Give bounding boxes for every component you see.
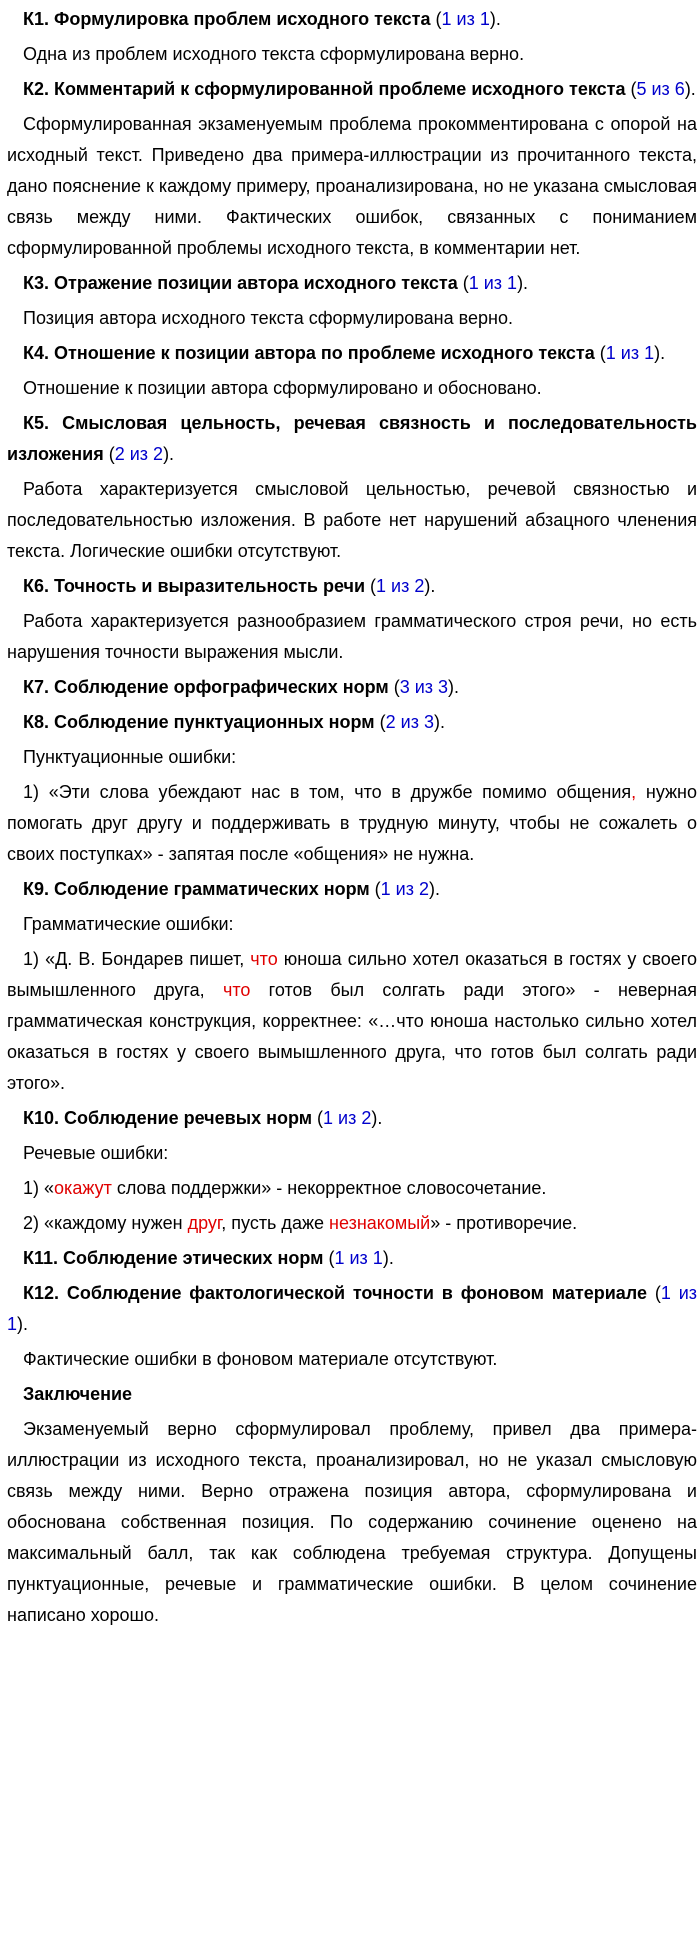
criterion-score: 5 из 6 xyxy=(636,79,685,99)
criterion-k4-comment: Отношение к позиции автора сформулировано и обосновано. xyxy=(23,378,542,398)
criterion-score: 1 из 1 xyxy=(441,9,490,29)
criterion-k12-heading: К12. Соблюдение фактологической точности в фоновом материале (1 из 1). xyxy=(7,1283,697,1334)
criterion-score: 3 из 3 xyxy=(399,677,449,697)
criterion-k6-comment: Работа характеризуется разнообразием грамматического строя речи, но есть нарушения точности выражения мысли. xyxy=(7,611,697,662)
criterion-score: 1 из 1 xyxy=(334,1248,383,1268)
criterion-k4-heading: К4. Отношение к позиции автора по проблеме исходного текста (1 из 1). xyxy=(23,343,666,363)
criterion-k2-heading: К2. Комментарий к сформулированной проблеме исходного текста (5 из 6). xyxy=(23,79,696,99)
conclusion-heading xyxy=(7,1379,697,1410)
criterion-title: К7. Соблюдение орфографических норм xyxy=(23,677,389,697)
criterion-score: 1 из 1 xyxy=(468,273,518,293)
criterion-score: 1 из 2 xyxy=(323,1108,372,1128)
error-highlight: что xyxy=(250,949,278,969)
criterion-title: К6. Точность и выразительность речи xyxy=(23,576,366,596)
criterion-k12-comment: Фактические ошибки в фоновом материале отсутствуют. xyxy=(23,1349,498,1369)
conclusion-text: Экзаменуемый верно сформулировал проблему, привел два примера-иллюстрации из исходного текста, проанализировал, но не указал смысловую связь между ними. Верно отражена позиция автора, сформулирована и обоснована собственная позиция. По содержанию сочинение оценено на максимальный балл, так как соблюдена требуемая структура. Допущены пунктуационные, речевые и грамматические ошибки. В целом сочинение написано хорошо. xyxy=(7,1419,697,1625)
error-highlight: друг xyxy=(187,1213,222,1233)
criterion-title: К3. Отражение позиции автора исходного текста xyxy=(23,273,458,293)
criterion-score: 1 из 1 xyxy=(7,1283,697,1334)
criterion-score: 1 из 1 xyxy=(605,343,655,363)
grammar-error-item: 1) «Д. В. Бондарев пишет, что юноша сильно хотел оказаться в гостях у своего вымышленного друга, что готов был солгать ради этого» - неверная грамматическая конструкция, корректнее: «…что юноша настолько сильно хотел оказаться в гостях у своего вымышленного друга, что готов был солгать ради этого». xyxy=(7,949,697,1093)
criterion-title: К10. Соблюдение речевых норм xyxy=(23,1108,313,1128)
speech-error-item: 1) «окажут слова поддержки» - некорректное словосочетание. xyxy=(23,1178,547,1198)
criterion-k2-comment: Сформулированная экзаменуемым проблема прокомментирована с опорой на исходный текст. Приведено два примера-иллюстрации из прочитанного текста, дано пояснение к каждому примеру, проанализирована, но не указана смысловая связь между ними. Фактических ошибок, связанных с пониманием сформулированной проблемы исходного текста, в комментарии нет. xyxy=(7,114,697,258)
speech-error-item: 2) «каждому нужен друг, пусть даже незнакомый» - противоречие. xyxy=(23,1213,578,1233)
criterion-score: 2 из 2 xyxy=(114,444,164,464)
criterion-score: 1 из 2 xyxy=(376,576,425,596)
criterion-title: К8. Соблюдение пунктуационных норм xyxy=(23,712,375,732)
criterion-k9-heading: К9. Соблюдение грамматических норм (1 из 2). xyxy=(23,879,441,899)
criterion-title: К2. Комментарий к сформулированной проблеме исходного текста xyxy=(23,79,626,99)
error-highlight: что xyxy=(222,980,251,1000)
criterion-k5-heading: К5. Смысловая цельность, речевая связность и последовательность изложения (2 из 2). xyxy=(7,413,697,464)
criterion-title: К11. Соблюдение этических норм xyxy=(23,1248,324,1268)
criterion-k10-heading: К10. Соблюдение речевых норм (1 из 2). xyxy=(23,1108,383,1128)
criterion-k1-heading: К1. Формулировка проблем исходного текста (1 из 1). xyxy=(23,9,501,29)
punctuation-errors-label: Пунктуационные ошибки: xyxy=(23,747,237,767)
criterion-score: 2 из 3 xyxy=(385,712,434,732)
criterion-k8-heading: К8. Соблюдение пунктуационных норм (2 из 3). xyxy=(23,712,445,732)
conclusion-title: Заключение xyxy=(23,1384,133,1404)
criterion-k3-heading: К3. Отражение позиции автора исходного текста (1 из 1). xyxy=(23,273,529,293)
criterion-k5-comment: Работа характеризуется смысловой цельностью, речевой связностью и последовательностью изложения. В работе нет нарушений абзацного членения текста. Логические ошибки отсутствуют. xyxy=(7,479,697,561)
criterion-title: К4. Отношение к позиции автора по проблеме исходного текста xyxy=(23,343,595,363)
error-highlight: окажут xyxy=(54,1178,112,1198)
punctuation-error-item: 1) «Эти слова убеждают нас в том, что в дружбе помимо общения, нужно помогать друг другу и поддерживать в трудную минуту, чтобы не сожалеть о своих поступках» - запятая после «общения» не нужна. xyxy=(7,782,698,864)
criterion-k11-heading: К11. Соблюдение этических норм (1 из 1). xyxy=(23,1248,394,1268)
criterion-score: 1 из 2 xyxy=(380,879,430,899)
criterion-title: К9. Соблюдение грамматических норм xyxy=(23,879,370,899)
speech-errors-label: Речевые ошибки: xyxy=(23,1143,169,1163)
error-highlight: незнакомый xyxy=(329,1213,431,1233)
criterion-k7-heading: К7. Соблюдение орфографических норм (3 из 3). xyxy=(23,677,460,697)
criterion-title: К5. Смысловая цельность, речевая связность и последовательность изложения xyxy=(7,413,697,464)
grammar-errors-label: Грамматические ошибки: xyxy=(23,914,234,934)
criterion-k6-heading: К6. Точность и выразительность речи (1 из 2). xyxy=(23,576,436,596)
error-highlight: , xyxy=(631,782,637,802)
criterion-title: К1. Формулировка проблем исходного текста xyxy=(23,9,431,29)
criterion-k3-comment: Позиция автора исходного текста сформулирована верно. xyxy=(23,308,513,328)
criterion-k1-comment: Одна из проблем исходного текста сформулирована верно. xyxy=(23,44,525,64)
criterion-title: К12. Соблюдение фактологической точности в фоновом материале xyxy=(23,1283,647,1303)
